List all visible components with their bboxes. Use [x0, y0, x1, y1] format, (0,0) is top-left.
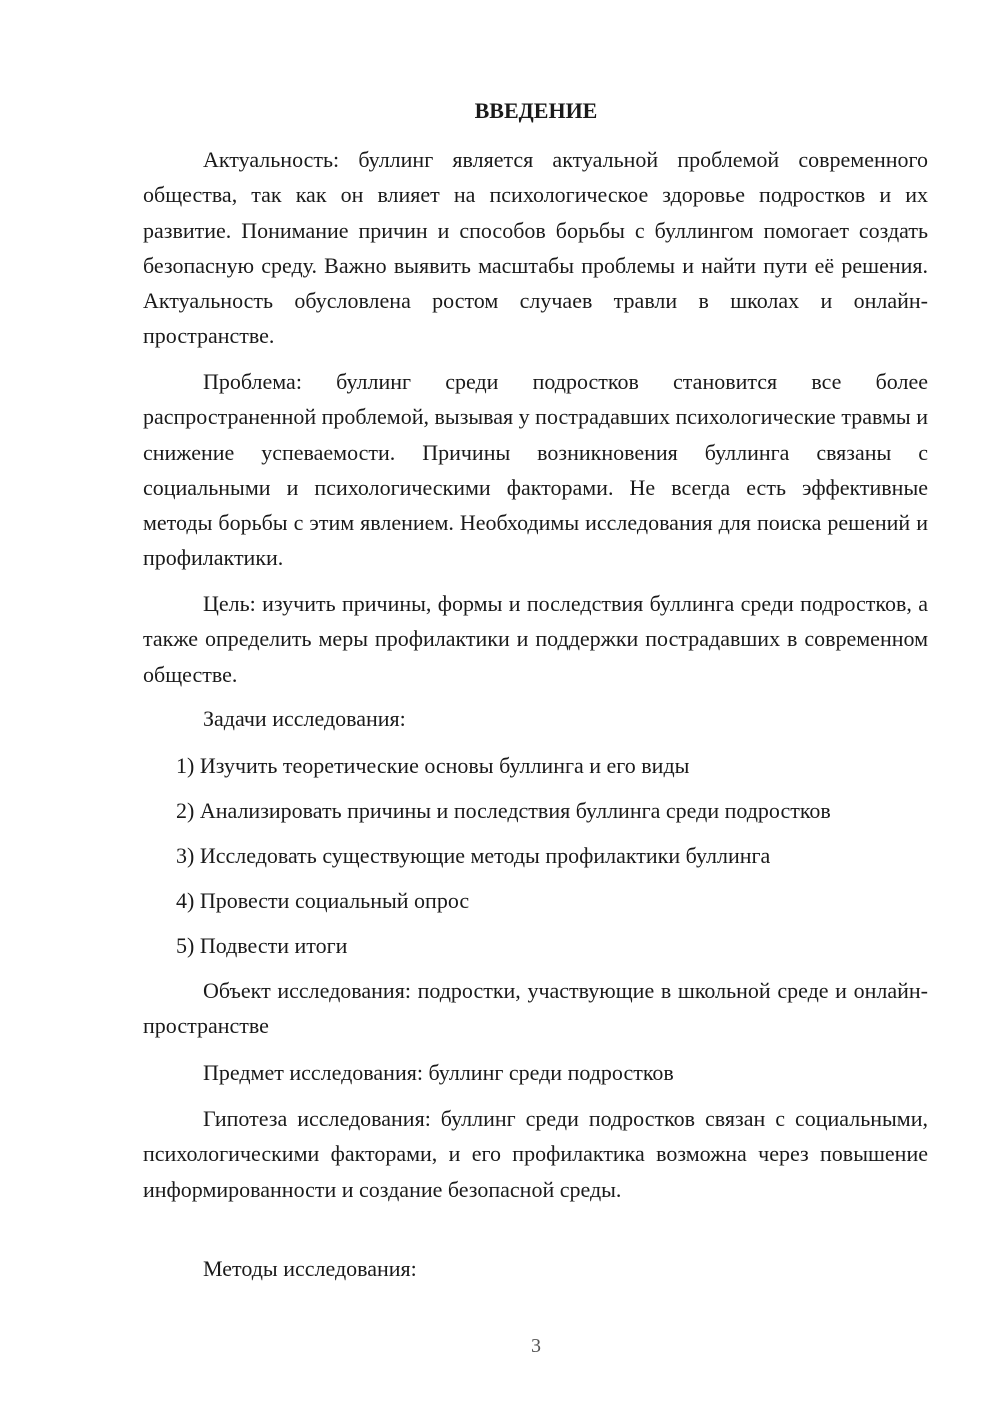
paragraph-subject: Предмет исследования: буллинг среди подростков	[203, 1060, 674, 1085]
paragraph-methods-heading: Методы исследования:	[203, 1256, 417, 1281]
task-item-4: 4) Провести социальный опрос	[176, 888, 470, 913]
task-item-5: 5) Подвести итоги	[176, 933, 348, 958]
paragraph-goal: Цель: изучить причины, формы и последствия буллинга среди подростков, а также определить меры профилактики и поддержки пострадавших в современном обществе.	[143, 591, 928, 687]
paragraph-hypothesis: Гипотеза исследования: буллинг среди подростков связан с социальными, психологическими факторами, и его профилактика возможна через повышение информированности и создание безопасной среды.	[143, 1106, 928, 1202]
task-item-2: 2) Анализировать причины и последствия буллинга среди подростков	[176, 798, 831, 823]
section-title: ВВЕДЕНИЕ	[474, 98, 598, 123]
paragraph-object: Объект исследования: подростки, участвующие в школьной среде и онлайн-пространстве	[143, 978, 928, 1039]
paragraph-problem: Проблема: буллинг среди подростков становится все более распространенной проблемой, вызывая у пострадавших психологические травмы и снижение успеваемости. Причины возникновения буллинга связаны с социальными и психологическими факторами. Не всегда есть эффективные методы борьбы с этим явлением. Необходимы исследования для поиска решений и профилактики.	[143, 369, 928, 571]
task-item-1: 1) Изучить теоретические основы буллинга и его виды	[176, 753, 690, 778]
task-item-3: 3) Исследовать существующие методы профилактики буллинга	[176, 843, 771, 868]
paragraph-tasks-heading: Задачи исследования:	[203, 706, 406, 731]
page-number: 3	[531, 1335, 541, 1357]
paragraph-relevance: Актуальность: буллинг является актуальной проблемой современного общества, так как он влияет на психологическое здоровье подростков и их развитие. Понимание причин и способов борьбы с буллингом помогает создать безопасную среду. Важно выявить масштабы проблемы и найти пути её решения. Актуальность обусловлена ростом случаев травли в школах и онлайн-пространстве.	[143, 147, 928, 349]
